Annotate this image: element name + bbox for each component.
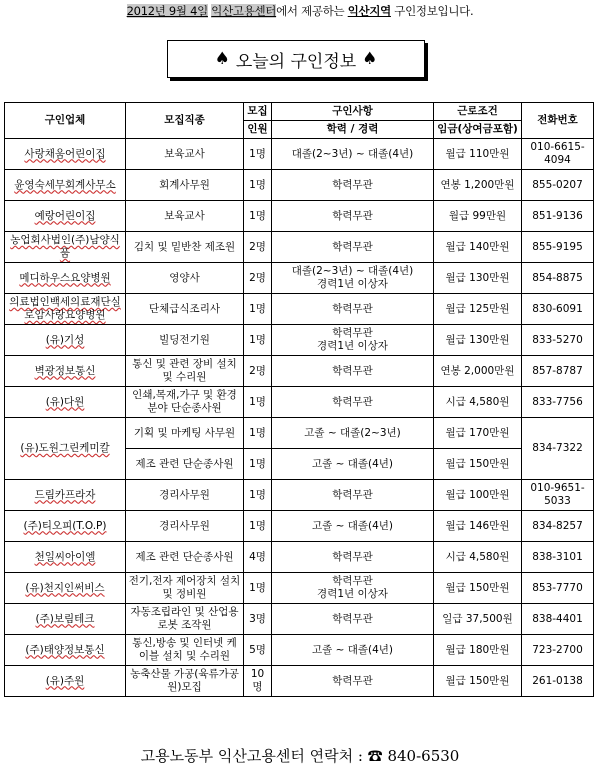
wage-cell: 월급 99만원 [434,201,522,232]
count-cell: 4명 [244,542,272,573]
count-cell: 1명 [244,201,272,232]
phone-cell: 010-6615-4094 [522,139,594,170]
requirement-cell: 학력무관 [272,201,434,232]
requirement-cell: 고졸 ~ 대졸(4년) [272,449,434,480]
count-cell: 1명 [244,511,272,542]
footer-text: 고용노동부 익산고용센터 연락처 : [140,747,363,765]
phone-cell: 010-9651-5033 [522,480,594,511]
table-row [5,170,594,201]
company-cell: 벽광정보통신 [5,356,126,387]
wage-cell: 월급 150만원 [434,449,522,480]
table-row [5,604,594,635]
requirement-cell: 학력무관 [272,232,434,263]
header-phone: 전화번호 [522,103,594,139]
requirement-cell: 고졸 ~ 대졸(2~3년) [272,418,434,449]
table-row [5,387,594,418]
table-row [5,201,594,232]
job-cell: 통신 및 관련 장비 설치 및 수리원 [126,356,244,387]
company-cell: (유)주원 [5,666,126,697]
count-cell: 1명 [244,387,272,418]
wage-cell: 월급 150만원 [434,573,522,604]
company-cell: (유)천지인써비스 [5,573,126,604]
job-cell: 단체급식조리사 [126,294,244,325]
company-cell: (주)보림테크 [5,604,126,635]
requirement-cell: 학력무관 [272,170,434,201]
footer-phone: 840-6530 [387,747,460,765]
phone-cell: 833-5270 [522,325,594,356]
job-cell: 경리사무원 [126,511,244,542]
count-cell: 10명 [244,666,272,697]
requirement-cell: 학력무관 [272,666,434,697]
job-cell: 김치 및 밑반찬 제조원 [126,232,244,263]
requirement-cell: 대졸(2~3년) ~ 대졸(4년) 경력1년 이상자 [272,263,434,294]
wage-cell: 월급 130만원 [434,325,522,356]
job-cell: 자동조립라인 및 산업용로봇 조작원 [126,604,244,635]
count-cell: 5명 [244,635,272,666]
requirement-cell: 학력무관 [272,542,434,573]
spade-right-icon: ♠ [362,49,378,69]
phone-cell: 833-7756 [522,387,594,418]
count-cell: 2명 [244,232,272,263]
header-cond-top: 근로조건 [434,103,522,121]
center-name: 익산고용센터 [211,4,277,18]
header-req-top: 구인사항 [272,103,434,121]
phone-cell: 851-9136 [522,201,594,232]
job-cell: 전기,전자 제어장치 설치 및 정비원 [126,573,244,604]
phone-cell: 857-8787 [522,356,594,387]
job-cell: 통신,방송 및 인터넷 케이블 설치 및 수리원 [126,635,244,666]
count-cell: 3명 [244,604,272,635]
job-cell: 보육교사 [126,139,244,170]
wage-cell: 월급 130만원 [434,263,522,294]
count-cell: 2명 [244,356,272,387]
table-row [5,294,594,325]
company-cell: 윤영숙세무회계사무소 [5,170,126,201]
phone-cell: 830-6091 [522,294,594,325]
company-cell: 사랑채움어린이집 [5,139,126,170]
wage-cell: 월급 110만원 [434,139,522,170]
company-cell: 의료법인백세의료재단실로암사랑요양병원 [5,294,126,325]
job-table [4,102,594,697]
job-cell: 영양사 [126,263,244,294]
count-cell: 1명 [244,418,272,449]
phone-cell: 855-9195 [522,232,594,263]
company-cell: 메디하우스요양병원 [5,263,126,294]
date-label: 2012년 9월 4일 [126,4,208,18]
requirement-cell: 학력무관 [272,480,434,511]
job-cell: 제조 관련 단순종사원 [126,542,244,573]
wage-cell: 월급 180만원 [434,635,522,666]
table-row [5,325,594,356]
company-cell: 드림카프라자 [5,480,126,511]
job-cell: 보육교사 [126,201,244,232]
count-cell: 1명 [244,325,272,356]
region-name: 익산지역 [347,4,391,18]
phone-cell: 834-8257 [522,511,594,542]
header-req-bottom: 학력 / 경력 [272,121,434,139]
telephone-icon: ☎ [367,747,383,765]
wage-cell: 월급 140만원 [434,232,522,263]
header-mid-text: 에서 제공하는 [276,4,345,18]
table-row [5,573,594,604]
job-cell: 제조 관련 단순종사원 [126,449,244,480]
table-row [5,232,594,263]
header-job: 모집직종 [126,103,244,139]
phone-cell: 854-8875 [522,263,594,294]
wage-cell: 연봉 2,000만원 [434,356,522,387]
requirement-cell: 고졸 ~ 대졸(4년) [272,635,434,666]
header-tail-text: 구인정보입니다. [390,4,474,18]
company-cell: 농업회사법인(주)남양식품 [5,232,126,263]
wage-cell: 시급 4,580원 [434,387,522,418]
requirement-cell: 학력무관 [272,294,434,325]
wage-cell: 일급 37,500원 [434,604,522,635]
company-cell: (유)기성 [5,325,126,356]
count-cell: 1명 [244,294,272,325]
job-cell: 농축산물 가공(육류가공원)모집 [126,666,244,697]
requirement-cell: 학력무관 [272,387,434,418]
phone-cell: 834-7322 [522,418,594,480]
phone-cell: 855-0207 [522,170,594,201]
wage-cell: 시급 4,580원 [434,542,522,573]
header-cond-bottom: 임금(상여금포함) [434,121,522,139]
phone-cell: 261-0138 [522,666,594,697]
job-cell: 회계사무원 [126,170,244,201]
requirement-cell: 학력무관 [272,356,434,387]
table-row [5,480,594,511]
table-row [5,666,594,697]
page-title-box [167,40,425,78]
requirement-cell: 학력무관 경력1년 이상자 [272,325,434,356]
count-cell: 1명 [244,170,272,201]
company-cell: 천일씨아이엘 [5,542,126,573]
company-cell: (주)태양정보통신 [5,635,126,666]
count-cell: 1명 [244,139,272,170]
table-row [5,356,594,387]
header-line [0,3,600,19]
requirement-cell: 고졸 ~ 대졸(4년) [272,511,434,542]
table-row [5,542,594,573]
table-row [5,263,594,294]
phone-cell: 838-4401 [522,604,594,635]
count-cell: 1명 [244,573,272,604]
job-cell: 경리사무원 [126,480,244,511]
job-cell: 인쇄,목재,가구 및 환경분야 단순종사원 [126,387,244,418]
header-count-top: 모집 [244,103,272,121]
count-cell: 1명 [244,449,272,480]
company-cell: (유)다원 [5,387,126,418]
header-count-bottom: 인원 [244,121,272,139]
job-cell: 빌딩전기원 [126,325,244,356]
count-cell: 2명 [244,263,272,294]
job-cell: 기획 및 마케팅 사무원 [126,418,244,449]
page-title: 오늘의 구인정보 [235,51,357,72]
count-cell: 1명 [244,480,272,511]
wage-cell: 월급 125만원 [434,294,522,325]
phone-cell: 853-7770 [522,573,594,604]
header-company: 구인업체 [5,103,126,139]
requirement-cell: 학력무관 [272,604,434,635]
company-cell: (주)티오피(T.O.P) [5,511,126,542]
table-row [5,139,594,170]
wage-cell: 월급 100만원 [434,480,522,511]
table-row [5,418,594,449]
requirement-cell: 학력무관 경력1년 이상자 [272,573,434,604]
spade-left-icon: ♠ [214,49,230,69]
requirement-cell: 대졸(2~3년) ~ 대졸(4년) [272,139,434,170]
wage-cell: 연봉 1,200만원 [434,170,522,201]
table-row [5,511,594,542]
table-row [5,635,594,666]
company-cell: (유)도원그린케미칼 [5,418,126,480]
phone-cell: 723-2700 [522,635,594,666]
phone-cell: 838-3101 [522,542,594,573]
wage-cell: 월급 150만원 [434,666,522,697]
footer-contact [0,745,600,766]
wage-cell: 월급 170만원 [434,418,522,449]
company-cell: 예랑어린이집 [5,201,126,232]
wage-cell: 월급 146만원 [434,511,522,542]
